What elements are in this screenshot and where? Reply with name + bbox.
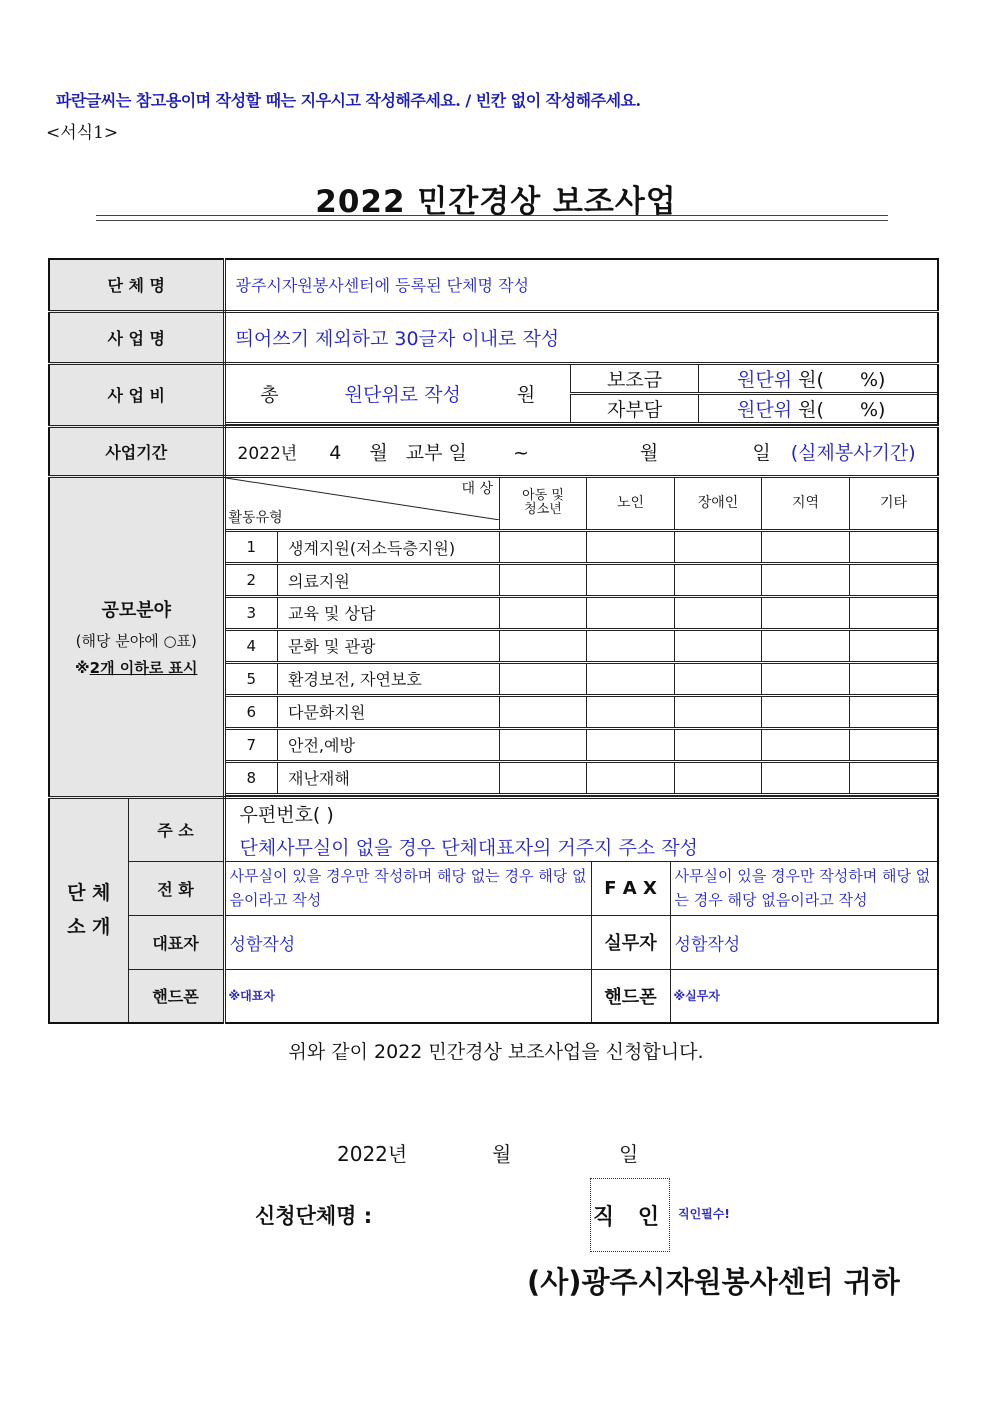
table-row [226, 728, 938, 761]
selection-cell[interactable] [500, 728, 587, 761]
selection-cell[interactable] [675, 728, 762, 761]
zip-code: 우편번호( ) [239, 803, 334, 826]
budget-label: 사 업 비 [49, 363, 224, 426]
period-end-month: 월 [639, 441, 659, 464]
selection-cell[interactable] [587, 531, 675, 564]
budget-total-field[interactable] [226, 365, 571, 424]
applicant-label: 신청단체명 : [255, 1204, 373, 1228]
row-number: 5 [226, 662, 278, 695]
selection-cell[interactable] [850, 531, 938, 564]
field-label: 공모분야 [101, 599, 172, 621]
intro-label-1: 단 체 [67, 882, 111, 905]
activity-type: 환경보전, 자연보호 [278, 662, 500, 695]
budget-total-suffix: 원 [516, 383, 536, 406]
header-activity-type: 활동유형 [228, 510, 283, 527]
target-column-3: 지역 [762, 478, 850, 531]
intro-label-2: 소 개 [67, 916, 111, 939]
selection-cell[interactable] [762, 695, 850, 728]
notice-text: 파란글씨는 참고용이며 작성할 때는 지우시고 작성해주세요. / 빈칸 없이 작성해주세요. [56, 91, 641, 110]
self-pay-label: 자부담 [571, 393, 699, 423]
date-month: 월 [492, 1142, 512, 1166]
period-start-day: 교부 일 [405, 441, 467, 464]
date-year: 2022년 [337, 1142, 408, 1166]
budget-total-prefix: 총 [260, 383, 279, 406]
row-number: 4 [226, 629, 278, 662]
table-row [226, 564, 938, 597]
period-start-month: 4 [329, 441, 342, 464]
target-column-2: 장애인 [675, 478, 762, 531]
period-tilde: ~ [512, 441, 529, 464]
diagonal-header [226, 478, 500, 531]
selection-cell[interactable] [850, 695, 938, 728]
selection-cell[interactable] [587, 728, 675, 761]
row-number: 8 [226, 761, 278, 794]
selection-cell[interactable] [762, 596, 850, 629]
fax-label: F A X [591, 861, 670, 915]
selection-cell[interactable] [500, 564, 587, 597]
staff-mobile-label: 핸드폰 [591, 969, 670, 1023]
selection-cell[interactable] [762, 662, 850, 695]
selection-cell[interactable] [587, 629, 675, 662]
selection-cell[interactable] [762, 564, 850, 597]
row-number: 1 [226, 531, 278, 564]
activity-type: 생계지원(저소득층지원) [278, 531, 500, 564]
date-day: 일 [619, 1142, 639, 1166]
representative-label: 대표자 [128, 915, 224, 969]
selection-cell[interactable] [675, 564, 762, 597]
field-limit-note: 2개 이하로 표시 [89, 658, 198, 677]
activity-type: 의료지원 [278, 564, 500, 597]
subsidy-field[interactable] [699, 365, 938, 394]
intro-label-cell [49, 797, 128, 1023]
subsidy-label: 보조금 [571, 365, 699, 394]
form-number: <서식1> [46, 123, 119, 143]
header-target: 대 상 [461, 480, 494, 497]
selection-cell[interactable] [850, 596, 938, 629]
table-row [226, 596, 938, 629]
mobile-label: 핸드폰 [128, 969, 224, 1023]
self-pay-value: 원단위 [737, 398, 793, 421]
selection-cell[interactable] [675, 629, 762, 662]
selection-cell[interactable] [762, 761, 850, 794]
target-column-0: 아동 및 청소년 [500, 478, 587, 531]
note-mark: ※ [75, 658, 90, 677]
project-name-label: 사 업 명 [49, 311, 224, 363]
recipient: (사)광주시자원봉사센터 귀하 [527, 1265, 900, 1299]
period-label: 사업기간 [49, 426, 224, 476]
staff-label: 실무자 [591, 915, 670, 969]
selection-cell[interactable] [675, 662, 762, 695]
selection-cell[interactable] [762, 728, 850, 761]
table-row [226, 761, 938, 794]
declaration-text: 위와 같이 2022 민간경상 보조사업을 신청합니다. [288, 1041, 704, 1063]
selection-cell[interactable] [500, 629, 587, 662]
selection-cell[interactable] [500, 761, 587, 794]
row-number: 2 [226, 564, 278, 597]
selection-cell[interactable] [850, 728, 938, 761]
selection-cell[interactable] [675, 596, 762, 629]
seal-box: 직 인 [590, 1178, 670, 1252]
selection-cell[interactable] [675, 695, 762, 728]
selection-cell[interactable] [850, 662, 938, 695]
page-title: 2022 민간경상 보조사업 [315, 184, 677, 220]
org-name-label: 단 체 명 [49, 259, 224, 311]
selection-cell[interactable] [587, 695, 675, 728]
period-note: (실제봉사기간) [790, 441, 916, 464]
period-year: 2022년 [237, 443, 298, 464]
activity-type: 다문화지원 [278, 695, 500, 728]
fax-field[interactable]: 사무실이 있을 경우만 작성하며 해당 없는 경우 해당 없음이라고 작성 [670, 861, 938, 915]
subsidy-pct: %) [859, 368, 886, 391]
budget-cell [224, 363, 938, 426]
selection-cell[interactable] [500, 596, 587, 629]
budget-total-value: 원단위로 작성 [344, 383, 461, 406]
selection-cell[interactable] [587, 761, 675, 794]
rep-mobile-field[interactable]: ※대표자 [224, 969, 591, 1023]
staff-field[interactable]: 성함작성 [670, 915, 938, 969]
selection-cell[interactable] [587, 564, 675, 597]
self-pay-pct: %) [859, 398, 886, 421]
selection-cell[interactable] [675, 761, 762, 794]
row-number: 6 [226, 695, 278, 728]
period-end-day: 일 [752, 441, 771, 464]
period-month-unit: 월 [369, 441, 388, 464]
table-row [226, 531, 938, 564]
field-label-cell [49, 476, 224, 797]
selection-cell[interactable] [587, 596, 675, 629]
seal-required-note: 직인필수! [678, 1207, 730, 1221]
org-name-field[interactable]: 광주시자원봉사센터에 등록된 단체명 작성 [224, 259, 938, 311]
target-column-4: 기타 [850, 478, 938, 531]
selection-cell[interactable] [587, 662, 675, 695]
selection-cell[interactable] [500, 662, 587, 695]
title-underline [96, 215, 888, 221]
activity-type: 재난재해 [278, 761, 500, 794]
field-matrix-cell [224, 476, 938, 797]
selection-cell[interactable] [850, 761, 938, 794]
activity-type: 문화 및 관광 [278, 629, 500, 662]
staff-mobile-field[interactable]: ※실무자 [670, 969, 938, 1023]
activity-type: 교육 및 상담 [278, 596, 500, 629]
selection-cell[interactable] [850, 564, 938, 597]
table-row [226, 629, 938, 662]
selection-cell[interactable] [762, 629, 850, 662]
phone-field[interactable]: 사무실이 있을 경우만 작성하며 해당 없는 경우 해당 없음이라고 작성 [224, 861, 591, 915]
field-matrix [226, 478, 938, 796]
table-row [226, 695, 938, 728]
self-pay-unit: 원( [798, 398, 824, 421]
self-pay-field[interactable] [699, 393, 938, 423]
address-field[interactable] [224, 797, 938, 861]
period-field[interactable] [224, 426, 938, 476]
address-value: 단체사무실이 없을 경우 단체대표자의 거주지 주소 작성 [239, 836, 698, 859]
subsidy-value: 원단위 [737, 368, 793, 391]
selection-cell[interactable] [500, 531, 587, 564]
phone-label: 전 화 [128, 861, 224, 915]
representative-field[interactable]: 성함작성 [224, 915, 591, 969]
table-row [226, 662, 938, 695]
row-number: 7 [226, 728, 278, 761]
subsidy-unit: 원( [798, 368, 824, 391]
selection-cell[interactable] [675, 531, 762, 564]
project-name-field[interactable]: 띄어쓰기 제외하고 30글자 이내로 작성 [224, 311, 938, 363]
selection-cell[interactable] [850, 629, 938, 662]
field-sub-note: (해당 분야에 ○표) [75, 631, 197, 650]
selection-cell[interactable] [500, 695, 587, 728]
target-column-1: 노인 [587, 478, 675, 531]
activity-type: 안전,예방 [278, 728, 500, 761]
selection-cell[interactable] [762, 531, 850, 564]
application-form [48, 258, 939, 1024]
address-label: 주 소 [128, 797, 224, 861]
row-number: 3 [226, 596, 278, 629]
